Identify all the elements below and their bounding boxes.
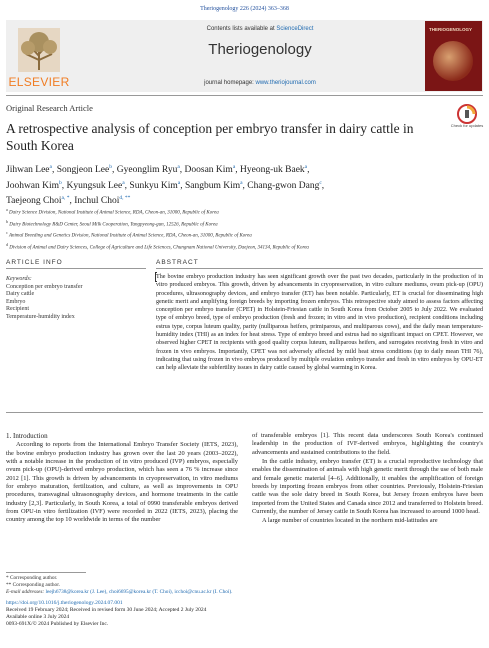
affiliation-list <box>6 206 483 253</box>
abstract-text: The bovine embryo production industry has seen significant growth over the past two decades, particularly in the production of in vitro produced embryos. This growth, driven by advancements in cryopreservation, in vitro culture mediums, ovum pick-up (OPU) procedures, ultrasonography devices, and embryo transfer (ET) has been notable. Particularly, ET is crucial for disseminating high genetic merit and amplifying foreign breeds by importing frozen embryos. This retrospective study aimed to assess factors affecting conception per embryo transfer (CPET) in Holstein-Friesian cattle in South Korea from October 2005 to July 2022. We evaluated type of embryo breed, type of embryo production (fresh and frozen; in vitro and in vivo production), recipient conditions including estrus type, corpus luteum quality, parity (nulliparous heifers, primiparous, and multiparous cows), and the daily mean temperature-humidity index (THI) as an index for heat stress. Type of embryo breed and estrus had no significant impact on CPET. However, we observed higher CPET in recipients with good quality corpus luteum, nulliparous heifers, and surrogates receiving fresh in vitro and frozen in vivo embryos. Importantly, CPET was not adversely affected by mild heat stress conditions (up to daily mean THI 76), indicating that using frozen in vivo embryos produced by multiple ovulation embryo transfer and fresh in vitro embryos by OPU-ET can help alleviate the subfertility issues in dairy cattle caused by global warming in Korea. <box>156 274 483 372</box>
author-affiliation-mark[interactable]: a <box>49 164 52 170</box>
journal-cover-image[interactable] <box>425 21 482 91</box>
author-affiliation-mark[interactable]: a <box>122 179 125 186</box>
affiliation-mark: c <box>6 230 8 236</box>
affiliation-item: $^b$ Dairy Biotechnology R&D Center, Seoul Milk Cooperation, Yangpyeong-gun, 12526, Republic of Korea <box>6 218 218 228</box>
body-column-left <box>6 432 238 526</box>
homepage-prefix: journal homepage: <box>204 80 256 86</box>
article-title: A retrospective analysis of conception per embryo transfer in dairy cattle in South Korea <box>6 121 414 153</box>
keyword-item: Conception per embryo transfer <box>6 283 83 290</box>
homepage-line <box>110 80 410 86</box>
journal-citation[interactable]: Theriogenology 226 (2024) 363–368 <box>200 6 289 12</box>
cover-art <box>433 41 473 81</box>
intro-paragraph-3: A large number of countries located in the northern mid-latitudes are <box>262 517 438 525</box>
author-name[interactable]: Joohwan Kim$^b$ <box>6 179 62 191</box>
check-for-updates-label[interactable]: Check for updates <box>450 123 484 128</box>
intro-paragraph-1: According to reports from the International Embryo Transfer Society (IETS, 2023), the bovine embryo production industry has grown over the last 20 years (2003–2022), with a notable increase in the production of in vitro produced (IVP) embryos, especially ovum pick-up (OPU)-derived embryo production, which has seen a 76 % increase since 2012 [1]. This growth is driven by advancements in cryopreservation, in vitro mediums for embryo maturation, fertilization, and culture, as well as improvements in OPU procedures, transvaginal ultrasonography devices, and hormone treatments in the cattle industry [2,3]. Particularly, in South Korea, a total of 0990 transferable embryos derived from OPU-in vitro fertilization (IVF) were recorded in 2022 (IETS, 2023), placing the country among the top 10 worldwide in terms of the number <box>6 441 238 524</box>
keyword-item: Dairy cattle <box>6 291 35 297</box>
author-name[interactable]: Gyeonglim Ryu$^a$ <box>116 164 180 176</box>
affiliation-item: $^c$ Animal Breeding and Genetics Division, National Institute of Animal Science, RDA, Cheon-an, 31000, Republic of Korea <box>6 230 252 239</box>
email-addresses[interactable]: leejh6738@korea.kr (J. Lee), choi6695@korea.kr (T. Choi), icchoi@cnu.ac.kr (I. Choi). <box>45 589 233 595</box>
author-affiliation-mark[interactable]: d, ** <box>119 195 131 202</box>
corresponding-author-1: * Corresponding author. <box>6 575 58 581</box>
author-affiliation-mark[interactable]: a <box>177 164 180 170</box>
author-name[interactable]: Hyeong-uk Baek$^a$ <box>240 164 308 176</box>
body-column-right <box>252 432 483 527</box>
intro-paragraph-2: In the cattle industry, embryo transfer (ET) is a crucial reproductive technology that enables the dissemination of animals with high genetic merit through the use of both male and female genetic material [4–6]. Additionally, it enables the amplification of foreign breeds by importing frozen embryos from other countries. Previously, Holstein-Friesian cattle was the sole dairy breed in South Korea, but Jersey frozen embryos have been imported from the United States and Canada since 2012 and transferred to Holstein breed. Currently, the number of Jersey cattle in South Korea has increased to around 1000 head. <box>252 458 483 516</box>
email-line <box>6 589 406 596</box>
journal-homepage-link[interactable]: www.theriojournal.com <box>255 80 316 86</box>
email-label: E-mail addresses: <box>6 589 46 595</box>
author-name[interactable]: Kyungsuk Lee$^a$ <box>66 179 125 191</box>
author-list <box>6 161 483 208</box>
keyword-item: Embryo <box>6 298 26 305</box>
abstract-heading: ABSTRACT <box>156 259 199 266</box>
keyword-item: Recipient <box>6 306 29 312</box>
cover-title: THERIOGENOLOGY <box>429 27 473 32</box>
article-type: Original Research Article <box>6 103 93 113</box>
affiliation-mark: b <box>6 218 8 224</box>
author-affiliation-mark[interactable]: c <box>319 179 322 186</box>
doi-link[interactable]: https://doi.org/10.1016/j.theriogenology.2024.07.001 <box>6 600 123 606</box>
author-affiliation-mark[interactable]: a <box>232 164 236 170</box>
affiliation-item: $^a$ Dairy Science Division, National Institute of Animal Science, RDA, Cheon-an, 31000, Republic of Korea <box>6 207 219 216</box>
author-name[interactable]: Taejeong Choi$^{a, *}$ <box>6 195 70 207</box>
received-dates: Received 19 February 2024; Received in revised form 30 June 2024; Accepted 2 July 2024 <box>6 607 207 613</box>
author-name[interactable]: Sunkyu Kim$^a$ <box>129 179 181 191</box>
author-affiliation-mark[interactable]: b <box>109 164 112 170</box>
author-name[interactable]: Songjeon Lee$^b$ <box>56 164 112 176</box>
author-name[interactable]: Jihwan Lee$^a$ <box>6 164 52 176</box>
footnotes <box>6 575 406 596</box>
affiliation-mark: d <box>6 241 8 247</box>
journal-name[interactable]: Theriogenology <box>208 41 312 58</box>
copyright-line: 0093-691X/© 2024 Published by Elsevier Inc. <box>6 621 109 627</box>
keywords-label: Keywords: <box>6 276 32 282</box>
affiliation-item: $^d$ Division of Animal and Dairy Sciences, College of Agriculture and Life Sciences, Chungnam National University, Daejeon, 34134, Republic of Korea <box>6 241 309 251</box>
contents-line <box>110 26 410 32</box>
author-affiliation-mark[interactable]: b <box>59 179 62 186</box>
keywords-block <box>6 276 146 321</box>
affiliation-mark: a <box>6 207 8 212</box>
author-line-3: Taejeong Choi$^{a, *}$, Inchul Choi$^{d, **}$ <box>6 195 131 207</box>
publication-info <box>6 600 406 628</box>
author-affiliation-mark[interactable]: a <box>304 164 308 170</box>
sciencedirect-link[interactable]: ScienceDirect <box>276 26 314 32</box>
introduction-heading: 1. Introduction <box>6 432 48 440</box>
keywords-list <box>6 284 146 322</box>
available-online: Available online 3 July 2024 <box>6 614 70 620</box>
abstract-rule <box>156 268 483 269</box>
article-info-rule <box>6 268 146 269</box>
intro-paragraph-1-cont: of transferable embryos [1]. This recent data underscores South Korea's continued leadership in the production of IVF-derived embryos, highlighting the country's advancements and sustained contributions to the field. <box>252 432 483 456</box>
publisher-name: ELSEVIER <box>8 75 70 89</box>
header-divider <box>6 95 483 96</box>
author-line-2: Joohwan Kim$^b$, Kyungsuk Lee$^a$, Sunkyu Kim$^a$, Sangbum Kim$^a$, Chang-gwon Dang$^c$, <box>6 179 325 191</box>
author-name[interactable]: Chang-gwon Dang$^c$ <box>247 179 322 191</box>
corresponding-author-2: ** Corresponding author. <box>6 582 60 588</box>
keyword-item: Temperature-humidity index <box>6 313 75 320</box>
author-affiliation-mark[interactable]: a <box>177 179 181 186</box>
author-name[interactable]: Sangbum Kim$^a$ <box>184 179 243 191</box>
abstract-bottom-rule <box>6 412 483 413</box>
author-name[interactable]: Inchul Choi$^{d, **}$ <box>74 195 131 207</box>
article-info-heading: ARTICLE INFO <box>6 259 63 266</box>
author-affiliation-mark[interactable]: a <box>240 179 243 186</box>
author-name[interactable]: Doosan Kim$^a$ <box>184 164 236 176</box>
footnote-rule <box>6 572 86 573</box>
contents-prefix: Contents lists available at <box>206 26 277 32</box>
author-affiliation-mark[interactable]: a, * <box>61 195 70 202</box>
author-line-1: Jihwan Lee$^a$, Songjeon Lee$^b$, Gyeonglim Ryu$^a$, Doosan Kim$^a$, Hyeong-uk Baek$^a$, <box>6 164 310 176</box>
